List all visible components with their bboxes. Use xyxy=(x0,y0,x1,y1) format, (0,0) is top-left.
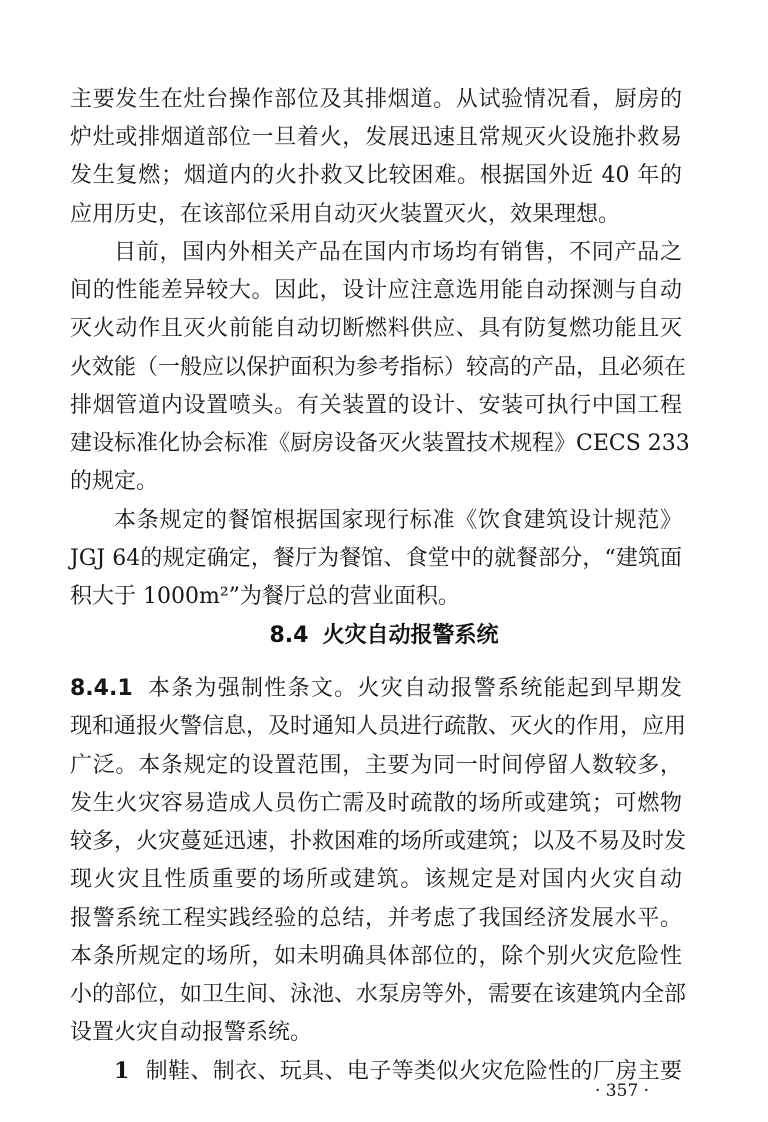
clause-line-5: 较多，火灾蔓延迅速，扑救困难的场所或建筑；以及不易及时发 xyxy=(70,829,687,855)
paragraph-1-line-4: 应用历史，在该部位采用自动灭火装置灭火，效果理想。 xyxy=(70,201,621,227)
paragraph-2-line-5: 排烟管道内设置喷头。有关装置的设计、安装可执行中国工程 xyxy=(70,392,682,418)
clause-line-10: 设置火灾自动报警系统。 xyxy=(70,1020,313,1046)
paragraph-3-line-3: 积大于 1000m²”为餐厅总的营业面积。 xyxy=(70,584,460,609)
section-number: 8.4 xyxy=(269,623,309,649)
paragraph-2-line-7: 的规定。 xyxy=(70,469,159,495)
clause-text-1: 本条为强制性条文。火灾自动报警系统能起到早期发 xyxy=(146,676,682,702)
paragraph-2-line-6: 建设标准化协会标准《厨房设备灭火装置技术规程》CECS 233 xyxy=(70,431,690,457)
clause-line-9: 小的部位，如卫生间、泳池、水泵房等外，需要在该建筑内全部 xyxy=(70,982,687,1007)
section-title: 火灾自动报警系统 xyxy=(322,623,499,649)
paragraph-2-line-4: 火效能（一般应以保护面积为参考指标）较高的产品，且必须在 xyxy=(70,354,687,380)
paragraph-2-line-1: 目前，国内外相关产品在国内市场均有销售，不同产品之 xyxy=(114,239,682,265)
paragraph-2-line-3: 灭火动作且灭火前能自动切断燃料供应、具有防复燃功能且灭 xyxy=(70,316,682,342)
clause-line-4: 发生火灾容易造成人员伤亡需及时疏散的场所或建筑；可燃物 xyxy=(70,790,682,816)
paragraph-1-line-2: 炉灶或排烟道部位一旦着火，发展迅速且常规灭火设施扑救易 xyxy=(70,125,682,151)
paragraph-3-line-2: JGJ 64的规定确定，餐厅为餐馆、食堂中的就餐部分，“建筑面 xyxy=(70,545,682,571)
item-text: 制鞋、制衣、玩具、电子等类似火灾危险性的厂房主要 xyxy=(145,1059,682,1085)
clause-line-2: 现和通报火警信息，及时通知人员进行疏散、灭火的作用，应用 xyxy=(70,714,687,740)
clause-number: 8.4.1 xyxy=(70,676,133,702)
page-number: · 357 · xyxy=(595,1081,650,1101)
paragraph-1-line-3: 发生复燃；烟道内的火扑救又比较困难。根据国外近 40 年的 xyxy=(70,163,682,189)
clause-line-7: 报警系统工程实践经验的总结，并考虑了我国经济发展水平。 xyxy=(70,905,682,931)
clause-line-6: 现火灾且性质重要的场所或建筑。该规定是对国内火灾自动 xyxy=(70,867,682,893)
clause-line-8: 本条所规定的场所，如未明确具体部位的，除个别火灾危险性 xyxy=(70,943,682,969)
paragraph-2-line-2: 间的性能差异较大。因此，设计应注意选用能自动探测与自动 xyxy=(70,278,682,304)
paragraph-3-line-1: 本条规定的餐馆根据国家现行标准《饮食建筑设计规范》 xyxy=(114,507,682,533)
paragraph-1-line-1: 主要发生在灶台操作部位及其排烟道。从试验情况看，厨房的 xyxy=(70,87,682,112)
item-number: 1 xyxy=(114,1058,130,1085)
section-heading xyxy=(0,621,768,651)
clause-line-1 xyxy=(70,674,682,704)
clause-line-3: 广泛。本条规定的设置范围，主要为同一时间停留人数较多， xyxy=(70,752,682,778)
